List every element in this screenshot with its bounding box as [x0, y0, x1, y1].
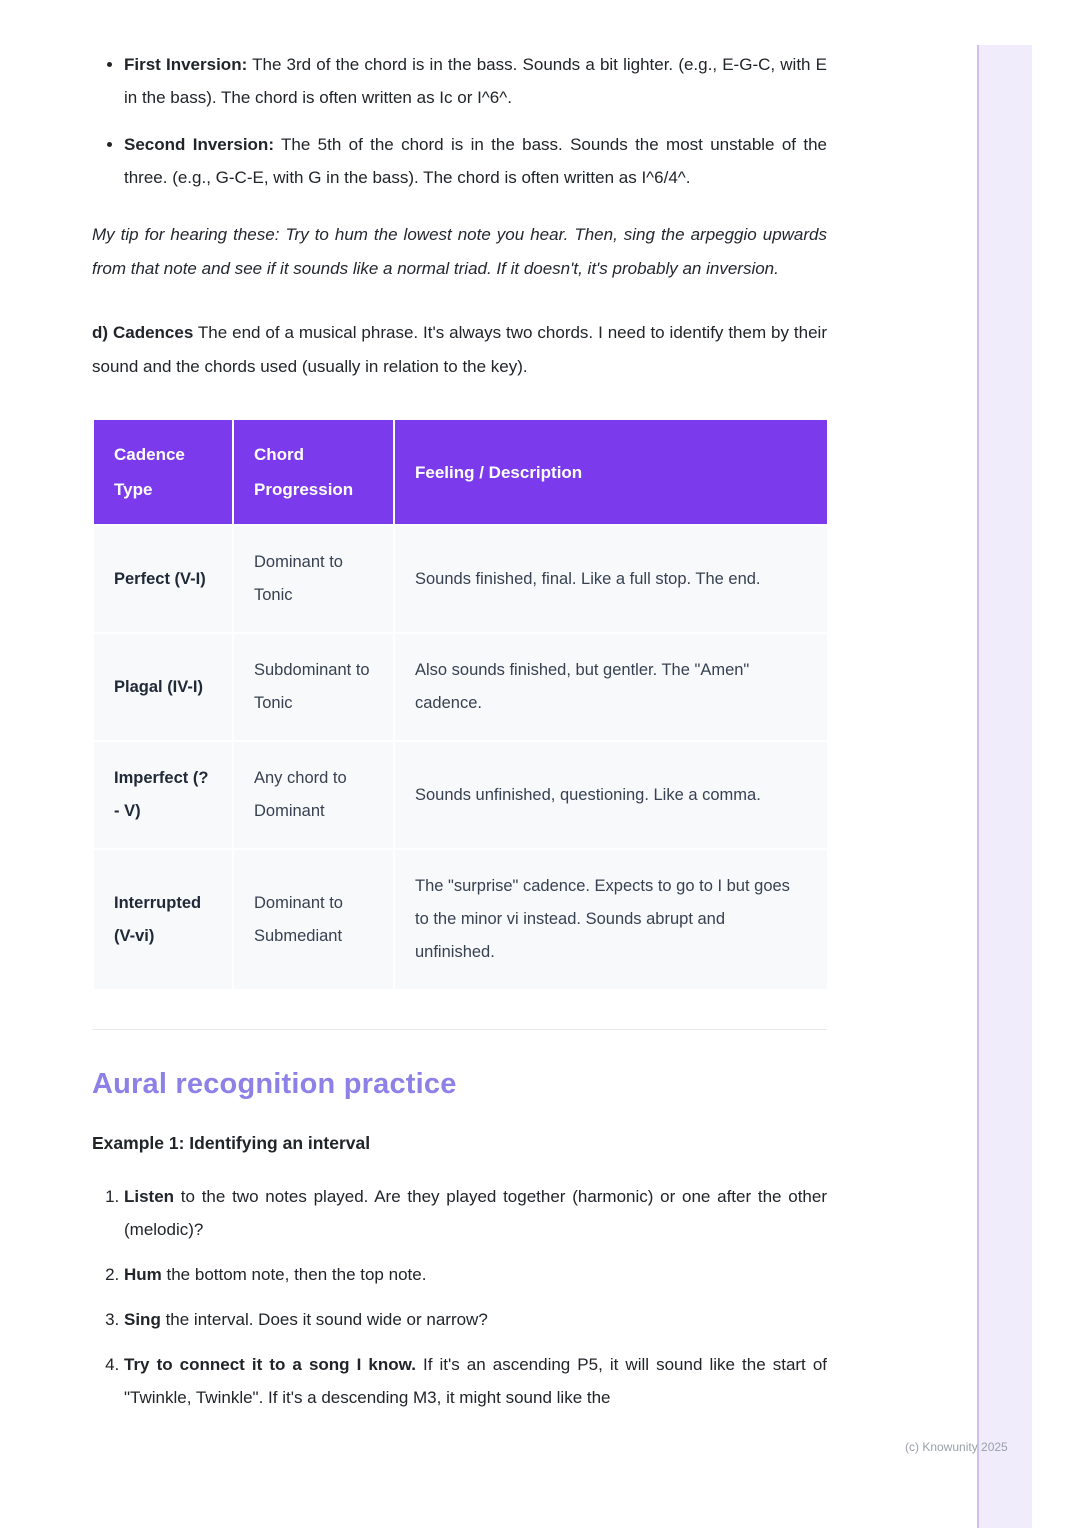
section-heading: Aural recognition practice [92, 1068, 457, 1100]
page-edge-strip [977, 45, 1032, 1528]
step-item-sing [124, 1303, 827, 1336]
cell-description: Sounds unfinished, questioning. Like a comma. [394, 741, 828, 849]
cell-cadence-type: Perfect (V-I) [93, 525, 233, 633]
tip-paragraph: My tip for hearing these: Try to hum the lowest note you hear. Then, sing the arpeggio upwards from that note and see if it sounds like a normal triad. If it doesn't, it's probably an inversion. [92, 225, 827, 278]
step-label: Sing [124, 1310, 161, 1329]
content-area [92, 0, 827, 1426]
cell-cadence-type: Imperfect (? - V) [93, 741, 233, 849]
step-label: Listen [124, 1187, 175, 1206]
cadence-table-header [93, 419, 828, 525]
step-text: the interval. Does it sound wide or narrow? [160, 1310, 488, 1329]
bullet-text: The 3rd of the chord is in the bass. Sounds a bit lighter. (e.g., E-G-C, with E in the bass). The chord is often written as Ic or I^6^. [124, 55, 827, 107]
cadences-text: The end of a musical phrase. It's always two chords. I need to identify them by their sound and the chords used (usually in relation to the key). [92, 323, 827, 376]
cell-description: Sounds finished, final. Like a full stop. The end. [394, 525, 828, 633]
cadence-table-body [93, 525, 828, 990]
step-text: the bottom note, then the top note. [161, 1265, 427, 1284]
step-label: Try to connect it to a song I know. [124, 1355, 416, 1374]
cadences-intro-paragraph [92, 316, 827, 384]
bullet-label: First Inversion: [124, 55, 248, 74]
table-row [93, 633, 828, 741]
cell-chord-progression: Dominant to Tonic [233, 525, 394, 633]
step-text: to the two notes played. Are they played together (harmonic) or one after the other (melodic)? [124, 1187, 827, 1239]
cadences-label: d) Cadences [92, 323, 194, 342]
steps-list [92, 1180, 827, 1414]
step-text: If it's an ascending P5, it will sound like the start of "Twinkle, Twinkle". If it's a descending M3, it might sound like the [124, 1355, 828, 1407]
cell-cadence-type: Interrupted (V-vi) [93, 849, 233, 990]
inversion-bullet-list [92, 48, 827, 194]
copyright-footer: (c) Knowunity 2025 [905, 1440, 1008, 1454]
cell-chord-progression: Dominant to Submediant [233, 849, 394, 990]
step-item-listen [124, 1180, 827, 1246]
cell-description: Also sounds finished, but gentler. The "Amen" cadence. [394, 633, 828, 741]
header-chord-progression: Chord Progression [233, 419, 394, 525]
section-divider [92, 1029, 827, 1030]
table-row [93, 849, 828, 990]
cell-description: The "surprise" cadence. Expects to go to I but goes to the minor vi instead. Sounds abrupt and unfinished. [394, 849, 828, 990]
step-label: Hum [124, 1265, 162, 1284]
header-feeling-description: Feeling / Description [394, 419, 828, 525]
step-item-connect-song [124, 1348, 827, 1414]
table-header-row [93, 419, 828, 525]
bullet-text: The 5th of the chord is in the bass. Sounds the most unstable of the three. (e.g., G-C-E, with G in the bass). The chord is often written as I^6/4^. [124, 135, 827, 187]
header-cadence-type: Cadence Type [93, 419, 233, 525]
cadence-table [92, 418, 829, 991]
list-item-second-inversion [124, 128, 827, 194]
table-row [93, 525, 828, 633]
cell-chord-progression: Subdominant to Tonic [233, 633, 394, 741]
table-row [93, 741, 828, 849]
example-heading: Example 1: Identifying an interval [92, 1133, 371, 1153]
bullet-label: Second Inversion: [124, 135, 274, 154]
cell-chord-progression: Any chord to Dominant [233, 741, 394, 849]
list-item-first-inversion [124, 48, 827, 114]
cell-cadence-type: Plagal (IV-I) [93, 633, 233, 741]
step-item-hum [124, 1258, 827, 1291]
